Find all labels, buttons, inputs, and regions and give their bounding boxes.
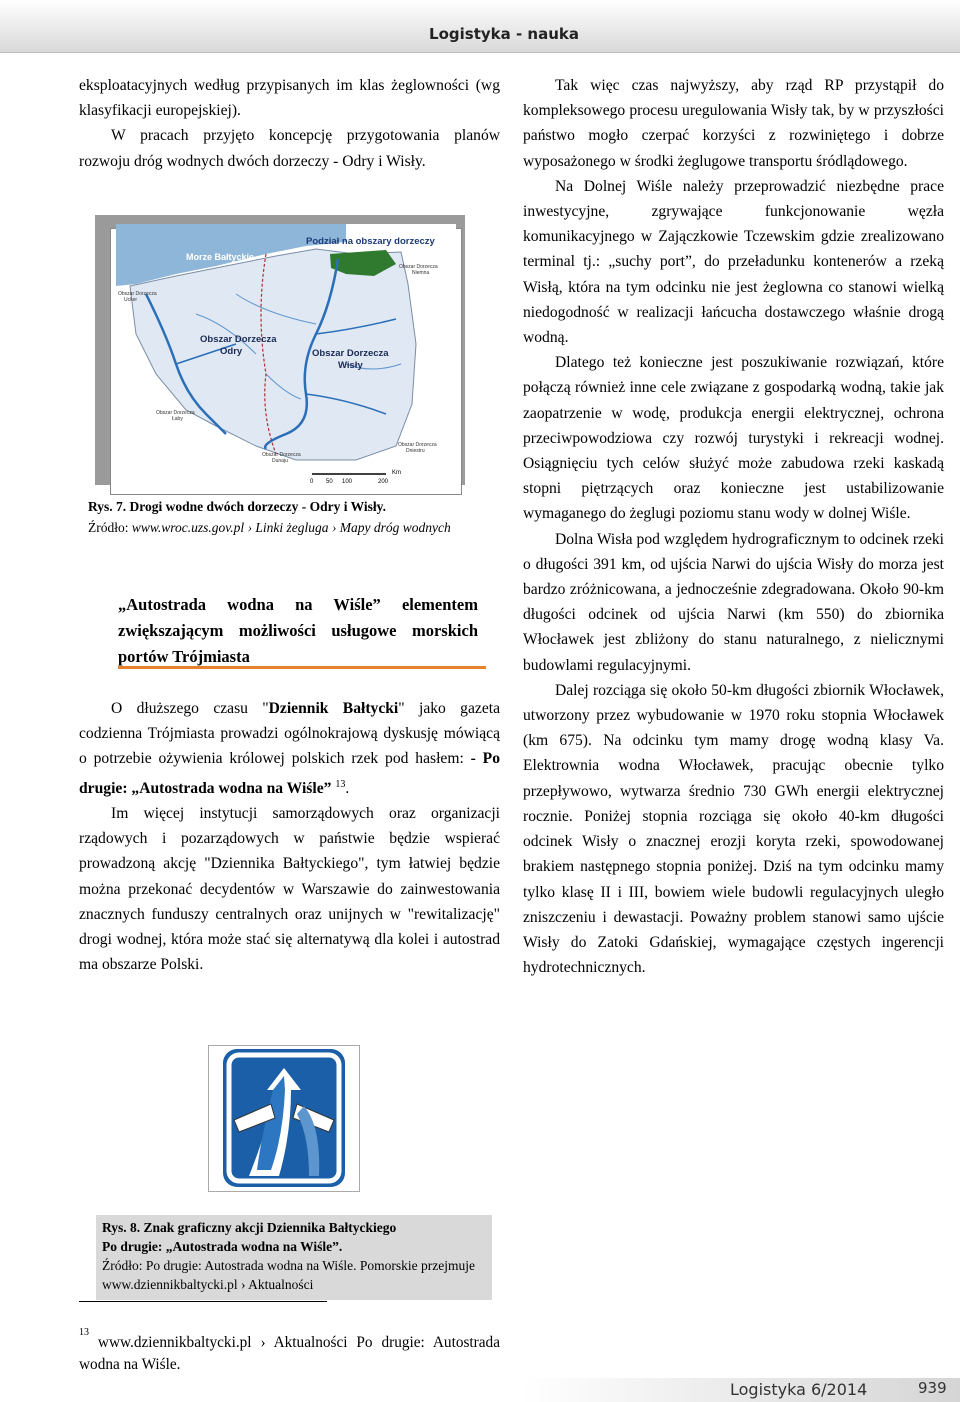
- svg-text:Dniestru: Dniestru: [406, 448, 425, 454]
- figure-8-caption: [96, 1215, 492, 1300]
- svg-text:Niemna: Niemna: [412, 270, 430, 276]
- paragraph: W pracach przyjęto koncepcję przygotowania planów rozwoju dróg wodnych dwóch dorzeczy - Odry i Wisły.: [79, 127, 500, 170]
- paragraph: O dłuższego czasu "Dziennik Bałtycki" jako gazeta codzienna Trójmiasta prowadzi ogólnokrajową dyskusję mówiącą o potrzebie ożywienia królowej polskich rzek pod hasłem: - Po drugie: „Autostrada wodna na Wiśle” $^{13}$.: [79, 700, 500, 797]
- paragraph: eksploatacyjnych według przypisanych im klas żeglowności (wg klasyfikacji europejskiej).: [79, 77, 500, 120]
- river-basin-map: [116, 224, 456, 486]
- waterway-sign-icon: [209, 1046, 359, 1191]
- left-column-top: [79, 73, 500, 174]
- heading-underline: [118, 666, 486, 669]
- svg-text:Obszar Dorzecza: Obszar Dorzecza: [156, 410, 195, 416]
- campaign-sign: [208, 1045, 360, 1192]
- footnote-separator: [79, 1301, 327, 1302]
- svg-text:Dunaju: Dunaju: [272, 458, 288, 464]
- paragraph: Dolna Wisła pod względem hydrograficznym to odcinek rzeki o długości 391 km, od ujścia Narwi do ujścia Wisły do morza jest bardzo zróżnicowana, a jednocześnie zdegradowana. Około 90-km długości odcinek od ujścia Narwi (km 550) do zbiornika Włocławek jest zbliżony do stanu naturalnego, z nielicznymi budowlami regulacyjnymi.: [523, 530, 944, 674]
- map-title: Podział na obszary dorzeczy: [306, 236, 435, 247]
- svg-text:Łaby: Łaby: [172, 416, 183, 422]
- paragraph: Im więcej instytucji samorządowych oraz organizacji rządowych i pozarządowych w państwie będzie wspierać prowadzoną akcję "Dziennika Bałtyckiego", tym łatwiej będzie można przekonać decydentów w Warszawie do zainwestowania znacznych funduszy centralnych oraz unijnych w "rewitalizację" drogi wodnej, która może stać się alternatywą dla kolei i autostrad ma obszarze Polski.: [79, 805, 500, 974]
- left-column-body: [79, 696, 500, 977]
- svg-text:Wisły: Wisły: [338, 360, 363, 371]
- section-title: Logistyka - nauka: [429, 25, 579, 43]
- paragraph: Dalej rozciąga się około 50-km długości zbiornik Włocławek, utworzony przez wybudowanie w 1970 roku stopnia Włocławek (km 675). Na odcinku tym mamy drogę wodną klasy Va. Elektrownia wodna Włocławek, pracując obecnie tylko przepływowo, wytwarza średnio 730 GWh energii elektrycznej rocznie. Poniżej stopnia rozciąga się około 40-km długości odcinek Wisły o znacznej erozji koryta rzeki, spowodowanej brakiem następnego stopnia poniżej. Dziś na tym odcinku mamy tylko klasę II i III, bowiem wiele budowli regulacyjnych uległo zniszczeniu i dewastacji. Poważny problem stanowi samo ujście Wisły do Zatoki Gdańskiej, wymagające częstych ingerencji hydrotechnicznych.: [523, 681, 944, 977]
- svg-text:100: 100: [342, 479, 353, 485]
- paragraph: Na Dolnej Wiśle należy przeprowadzić niezbędne prace inwestycyjne, zgrywające funkcjonowanie węzła komunikacyjnego w Zajączkowie Tczewskim gdzie zrealizowano terminal tj.: „suchy port”, do przeładunku kontenerów a rzeką Wisłą, która na tym odcinku nie jest żeglowna co stanowi wielką niedogodność w realizacji łańcucha dostawczego właśnie drogą wodną.: [523, 177, 944, 347]
- journal-issue: Logistyka 6/2014: [730, 1380, 868, 1399]
- svg-text:Odry: Odry: [220, 346, 243, 357]
- section-heading: „Autostrada wodna na Wiśle” elementem zwiększającym możliwości usługowe morskich portów Trójmiasta: [118, 595, 478, 666]
- odra-label: Obszar Dorzecza: [200, 334, 277, 345]
- footnote-ref[interactable]: 13: [335, 778, 346, 790]
- svg-text:200: 200: [378, 479, 389, 485]
- svg-text:Obszar Dorzecza: Obszar Dorzecza: [399, 264, 438, 270]
- wisla-label: Obszar Dorzecza: [312, 348, 389, 359]
- footnote: [79, 1328, 500, 1376]
- svg-text:Obszar Dorzecza: Obszar Dorzecza: [262, 452, 301, 458]
- figure-source: Źródło: Po drugie: Autostrada wodna na Wiśle. Pomorskie przejmuje www.dziennikbaltycki.pl › Aktualności: [102, 1258, 476, 1292]
- page-number: 939: [918, 1379, 947, 1397]
- svg-text:Km: Km: [392, 470, 401, 476]
- svg-text:Obszar Dorzecza: Obszar Dorzecza: [118, 291, 157, 297]
- svg-text:Obszar Dorzecza: Obszar Dorzecza: [398, 442, 437, 448]
- paragraph: Dlatego też konieczne jest poszukiwanie rozwiązań, które połączą również inne cele związane z gospodarką wodną, takie jak zaopatrzenie w wodę, produkcja energii elektrycznej, ochrona przeciwpowodziowa czy rozwój turystyki i rekreacji wodnej. Osiągnięciu tych celów służyć może zabudowa rzeki kaskadą stopni piętrzących oraz konieczne jest ustabilizowanie wymaganego do żeglugi poziomu stanu wody w dolnej Wiśle.: [523, 354, 944, 523]
- svg-text:Ucker: Ucker: [124, 297, 138, 303]
- figure-7-caption: [88, 497, 468, 538]
- svg-text:0: 0: [310, 479, 314, 485]
- paragraph: Tak więc czas najwyższy, aby rząd RP przystąpił do kompleksowego procesu uregulowania Wisły tak, by w przyszłości państwo mogło czerpać korzyści z rozwiniętego i dobrze wyposażonego w środki żeglugowe transportu śródlądowego.: [523, 77, 944, 170]
- svg-text:50: 50: [326, 479, 333, 485]
- source-prefix: Źródło:: [88, 519, 132, 535]
- footnote-text: www.dziennikbaltycki.pl › Aktualności Po drugie: Autostrada wodna na Wiśle.: [79, 1334, 500, 1374]
- right-column: [523, 73, 944, 980]
- source-link[interactable]: www.wroc.uzs.gov.pl › Linki żegluga › Mapy dróg wodnych: [131, 519, 451, 535]
- footnote-number: 13: [79, 1327, 89, 1338]
- figure-label: Rys. 7. Drogi wodne dwóch dorzeczy - Odry i Wisły.: [88, 499, 387, 514]
- sea-label: Morze Bałtyckie: [186, 252, 255, 262]
- figure-title: Po drugie: „Autostrada wodna na Wiśle”.: [102, 1239, 343, 1254]
- figure-label: Rys. 8. Znak graficzny akcji Dziennika Bałtyckiego: [102, 1220, 397, 1235]
